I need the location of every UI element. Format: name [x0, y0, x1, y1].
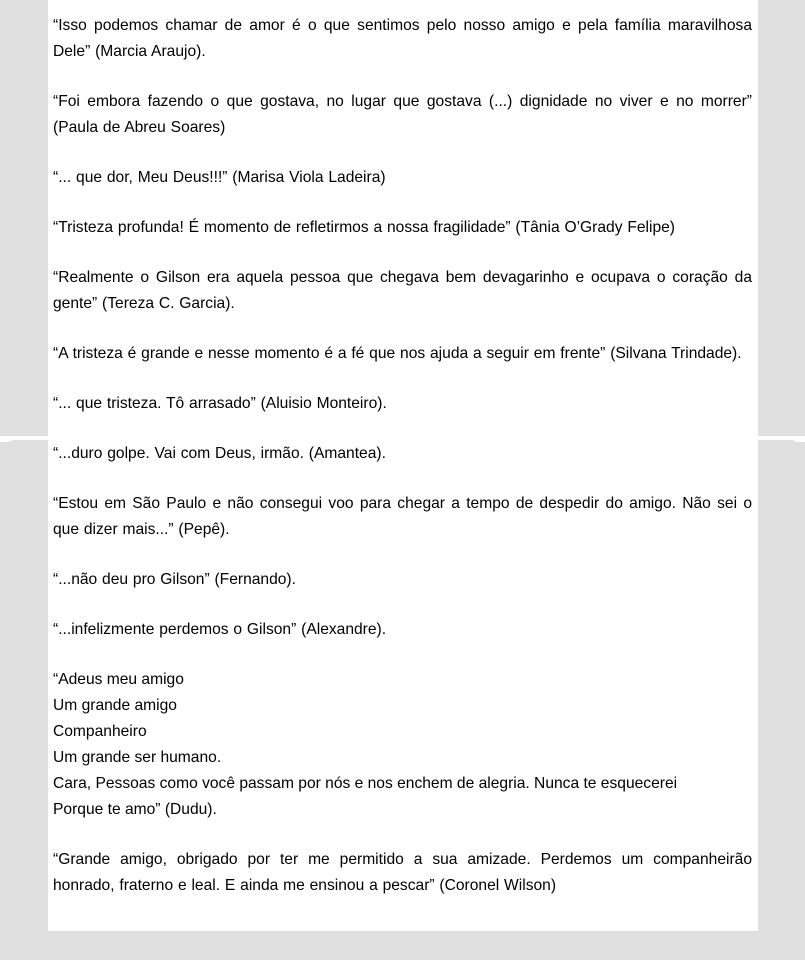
- quote-pepe: “Estou em São Paulo e não consegui voo para chegar a tempo de despedir do amigo. Não sei o que dizer mais...” (Pepê).: [53, 495, 752, 538]
- condolence-messages: [53, 13, 752, 923]
- poem-line: Um grande amigo: [53, 697, 177, 714]
- quote-dudu-poem: [53, 667, 752, 823]
- quote-marcia-araujo: “Isso podemos chamar de amor é o que sentimos pelo nosso amigo e pela família maravilhosa Dele” (Marcia Araujo).: [53, 17, 752, 60]
- quote-silvana-trindade: “A tristeza é grande e nesse momento é a fé que nos ajuda a seguir em frente” (Silvana Trindade).: [53, 345, 742, 362]
- poem-line: Porque te amo” (Dudu).: [53, 801, 217, 818]
- poem-line: Um grande ser humano.: [53, 749, 222, 766]
- quote-tania-ogrady-felipe: “Tristeza profunda! É momento de refletirmos a nossa fragilidade” (Tânia O’Grady Felipe): [53, 219, 676, 236]
- article-content: [48, 0, 758, 931]
- poem-line: “Adeus meu amigo: [53, 671, 184, 688]
- quote-alexandre: “...infelizmente perdemos o Gilson” (Alexandre).: [53, 621, 387, 638]
- poem-line: Cara, Pessoas como você passam por nós e nos enchem de alegria. Nunca te esquecerei: [53, 775, 678, 792]
- quote-coronel-wilson: “Grande amigo, obrigado por ter me permitido a sua amizade. Perdemos um companheirão honrado, fraterno e leal. E ainda me ensinou a pescar” (Coronel Wilson): [53, 851, 752, 894]
- quote-tereza-c-garcia: “Realmente o Gilson era aquela pessoa que chegava bem devagarinho e ocupava o coração da gente” (Tereza C. Garcia).: [53, 269, 752, 312]
- poem-line: Companheiro: [53, 723, 147, 740]
- quote-paula-de-abreu-soares: “Foi embora fazendo o que gostava, no lugar que gostava (...) dignidade no viver e no morrer” (Paula de Abreu Soares): [53, 93, 752, 136]
- quote-fernando: “...não deu pro Gilson” (Fernando).: [53, 571, 296, 588]
- quote-aluisio-monteiro: “... que tristeza. Tô arrasado” (Aluisio Monteiro).: [53, 395, 387, 412]
- quote-amantea: “...duro golpe. Vai com Deus, irmão. (Amantea).: [53, 445, 386, 462]
- quote-marisa-viola-ladeira: “... que dor, Meu Deus!!!” (Marisa Viola Ladeira): [53, 169, 386, 186]
